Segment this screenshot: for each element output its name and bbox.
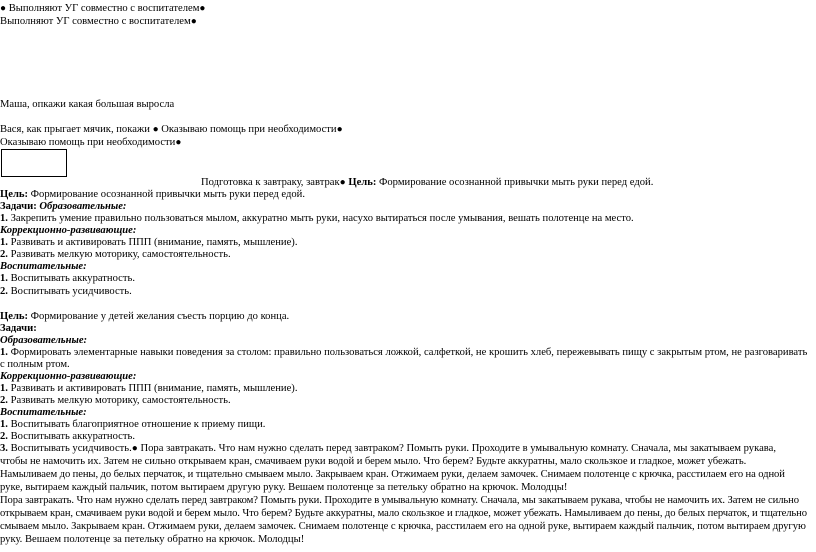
block1-tasks-heading: Задачи: Образовательные: — [0, 201, 127, 212]
block1-vosp-1: 1. Воспитывать аккуратность. — [0, 273, 135, 284]
vasya-line: Вася, как прыгает мячик, покажи ● Оказываю помощь при необходимости● — [0, 124, 343, 135]
bullet-icon: ● — [336, 124, 343, 135]
block2-vosp-1: 1. Воспитывать благоприятное отношение к приему пищи. — [0, 419, 266, 430]
paragraph1-line4: руке, вытираем каждый пальчик, потом вытираем другую руку. Вешаем полотенце за петельку обратно на крючок. Молодцы! — [0, 482, 568, 493]
bullet-icon: ● — [175, 137, 182, 148]
help-line: Оказываю помощь при необходимости● — [0, 137, 182, 148]
empty-frame — [1, 149, 67, 177]
block1-corr-2: 2. Развивать мелкую моторику, самостоятельность. — [0, 249, 231, 260]
paragraph2-line2: открываем кран, смачиваем руки водой и берем мыло. Что берем? Будьте аккуратны, мало скользкое и гладкое, может убежать. Намыливаем до пены, до белых перчаток, и тщательно — [0, 508, 807, 519]
paragraph2-line1: Пора завтракать. Что нам нужно сделать перед завтраком? Помыть руки. Проходите в умывальную комнату. Сначала, мы закатываем рукава, чтобы не намочить их. Затем не сильно — [0, 495, 799, 506]
block2-tasks-heading: Задачи: — [0, 323, 37, 334]
breakfast-line: Подготовка к завтраку, завтрак● Цель: Формирование осознанной привычки мыть руки перед едой. — [201, 177, 654, 188]
block1-corr-1: 1. Развивать и активировать ППП (внимание, память, мышление). — [0, 237, 298, 248]
paragraph2-line4: руку. Вешаем полотенце за петельку обратно на крючок. Молодцы! — [0, 534, 305, 545]
block1-vosp-heading: Воспитательные: — [0, 261, 87, 272]
top-line-2: Выполняют УГ совместно с воспитателем● — [0, 16, 197, 27]
block2-edu-1: 1. Формировать элементарные навыки поведения за столом: правильно пользоваться ложкой, салфеткой, не крошить хлеб, пережевывать пищу с закрытым ртом, не разговаривать — [0, 347, 808, 358]
paragraph2-line3: смываем мыло. Закрываем кран. Отжимаем руки, делаем замочек. Снимаем полотенце с крючка, расстилаем его на одной руке, вытираем каждый пальчик, потом вытираем другую — [0, 521, 806, 532]
block2-edu-1-cont: с полным ртом. — [0, 359, 70, 370]
paragraph1-line2: чтобы не намочить их. Затем не сильно открываем кран, смачиваем руки водой и берем мыло. Что берем? Будьте аккуратны, мало скользкое и гладкое, может убежать. — [0, 456, 747, 467]
block1-edu-1: 1. Закрепить умение правильно пользоваться мылом, аккуратно мыть руки, насухо вытираться после умывания, вешать полотенце на место. — [0, 213, 634, 224]
block2-vosp-heading: Воспитательные: — [0, 407, 87, 418]
masha-line: Маша, опкажи какая большая выросла — [0, 99, 175, 110]
block2-goal: Цель: Формирование у детей желания съесть порцию до конца. — [0, 311, 290, 322]
bullet-icon: ● — [0, 3, 7, 14]
block1-vosp-2: 2. Воспитывать усидчивость. — [0, 286, 132, 297]
top-line-1: ● Выполняют УГ совместно с воспитателем● — [0, 3, 206, 14]
block2-corr-2: 2. Развивать мелкую моторику, самостоятельность. — [0, 395, 231, 406]
bullet-icon: ● — [199, 3, 206, 14]
block1-goal: Цель: Формирование осознанной привычки мыть руки перед едой. — [0, 189, 305, 200]
bullet-icon: ● — [131, 443, 138, 454]
block2-edu-heading: Образовательные: — [0, 335, 88, 346]
block1-corr-heading: Коррекционно-развивающие: — [0, 225, 137, 236]
bullet-icon: ● — [339, 177, 346, 188]
block2-vosp-2: 2. Воспитывать аккуратность. — [0, 431, 135, 442]
block2-vosp-3: 3. Воспитывать усидчивость.● Пора завтракать. Что нам нужно сделать перед завтраком? Помыть руки. Проходите в умывальную комнату. Сначала, мы закатываем рукава, — [0, 443, 776, 454]
bullet-icon: ● — [152, 124, 159, 135]
block2-corr-1: 1. Развивать и активировать ППП (внимание, память, мышление). — [0, 383, 298, 394]
paragraph1-line3: Намыливаем до пены, до белых перчаток, и тщательно смываем мыло. Закрываем кран. Отжимаем руки, делаем замочек. Снимаем полотенце с крючка, расстилаем его на одной — [0, 469, 785, 480]
bullet-icon: ● — [190, 16, 197, 27]
block2-corr-heading: Коррекционно-развивающие: — [0, 371, 137, 382]
